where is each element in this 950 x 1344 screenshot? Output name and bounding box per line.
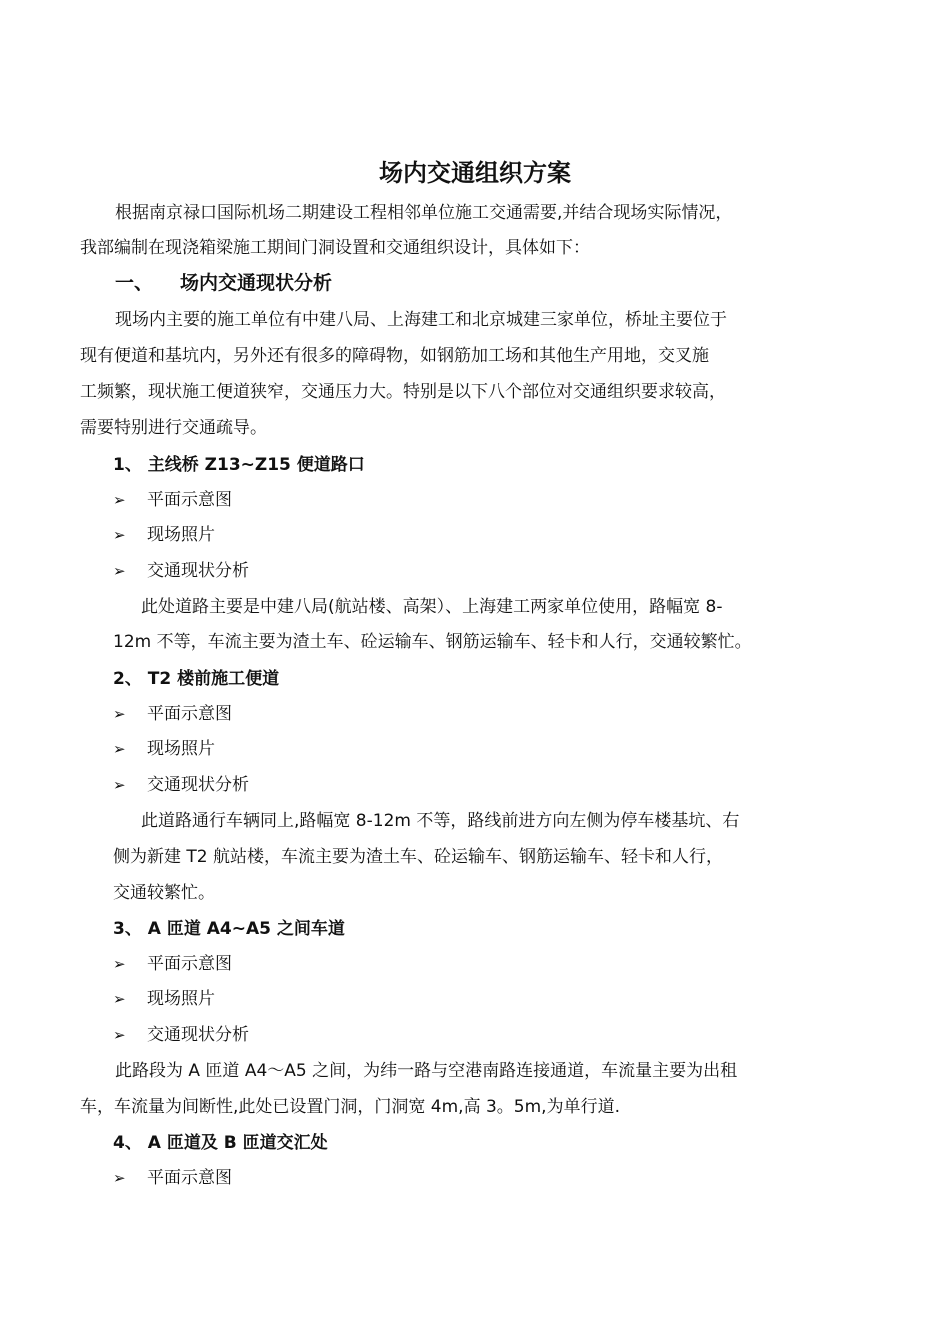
section-1-para-line-3: 工频繁，现状施工便道狭窄，交通压力大。特别是以下八个部位对交通组织要求较高， <box>80 382 726 402</box>
section-1-para-line-2: 现有便道和基坑内，另外还有很多的障碍物，如钢筋加工场和其他生产用地，交叉施 <box>80 346 709 366</box>
arrow-bullet-icon: ➢ <box>113 705 126 723</box>
document-title: 场内交通组织方案 <box>379 159 571 187</box>
arrow-bullet-icon: ➢ <box>113 740 126 758</box>
intro-line-1: 根据南京禄口国际机场二期建设工程相邻单位施工交通需要,并结合现场实际情况， <box>115 203 733 223</box>
subsection-1-heading: 1、 主线桥 Z13~Z15 便道路口 <box>113 455 365 475</box>
subsection-2-para-line-3: 交通较繁忙。 <box>113 883 215 903</box>
arrow-bullet-icon: ➢ <box>113 562 126 580</box>
section-1-title: 场内交通现状分析 <box>180 272 333 294</box>
subsection-3-item-2: 现场照片 <box>147 989 215 1009</box>
arrow-bullet-icon: ➢ <box>113 526 126 544</box>
subsection-3-para-line-2: 车，车流量为间断性,此处已设置门洞，门洞宽 4m,高 3。5m,为单行道. <box>80 1097 620 1117</box>
subsection-3-item-1: 平面示意图 <box>147 954 232 974</box>
subsection-3-heading: 3、 A 匝道 A4~A5 之间车道 <box>113 919 345 939</box>
arrow-bullet-icon: ➢ <box>113 955 126 973</box>
subsection-2-para-line-1: 此道路通行车辆同上,路幅宽 8-12m 不等，路线前进方向左侧为停车楼基坑、右 <box>141 811 740 831</box>
subsection-2-para-line-2: 侧为新建 T2 航站楼，车流主要为渣土车、砼运输车、钢筋运输车、轻卡和人行， <box>113 847 724 867</box>
subsection-2-item-2: 现场照片 <box>147 739 215 759</box>
subsection-1-para-line-2: 12m 不等，车流主要为渣土车、砼运输车、钢筋运输车、轻卡和人行，交通较繁忙。 <box>113 632 752 652</box>
subsection-4-item-1: 平面示意图 <box>147 1168 232 1188</box>
subsection-1-item-2: 现场照片 <box>147 525 215 545</box>
section-1-para-line-4: 需要特别进行交通疏导。 <box>80 418 267 438</box>
subsection-2-item-1: 平面示意图 <box>147 704 232 724</box>
section-1-para-line-1: 现场内主要的施工单位有中建八局、上海建工和北京城建三家单位，桥址主要位于 <box>115 310 727 330</box>
arrow-bullet-icon: ➢ <box>113 990 126 1008</box>
subsection-3-item-3: 交通现状分析 <box>147 1025 249 1045</box>
arrow-bullet-icon: ➢ <box>113 1026 126 1044</box>
section-1-number: 一、 <box>115 272 154 294</box>
arrow-bullet-icon: ➢ <box>113 1169 126 1187</box>
subsection-1-item-3: 交通现状分析 <box>147 561 249 581</box>
subsection-2-heading: 2、 T2 楼前施工便道 <box>113 669 280 689</box>
arrow-bullet-icon: ➢ <box>113 491 126 509</box>
subsection-4-heading: 4、 A 匝道及 B 匝道交汇处 <box>113 1133 328 1153</box>
subsection-2-item-3: 交通现状分析 <box>147 775 249 795</box>
arrow-bullet-icon: ➢ <box>113 776 126 794</box>
subsection-3-para-line-1: 此路段为 A 匝道 A4～A5 之间，为纬一路与空港南路连接通道，车流量主要为出租 <box>115 1061 738 1081</box>
subsection-1-item-1: 平面示意图 <box>147 490 232 510</box>
intro-line-2: 我部编制在现浇箱梁施工期间门洞设置和交通组织设计，具体如下： <box>80 238 590 258</box>
subsection-1-para-line-1: 此处道路主要是中建八局(航站楼、高架）、上海建工两家单位使用，路幅宽 8- <box>141 597 723 617</box>
